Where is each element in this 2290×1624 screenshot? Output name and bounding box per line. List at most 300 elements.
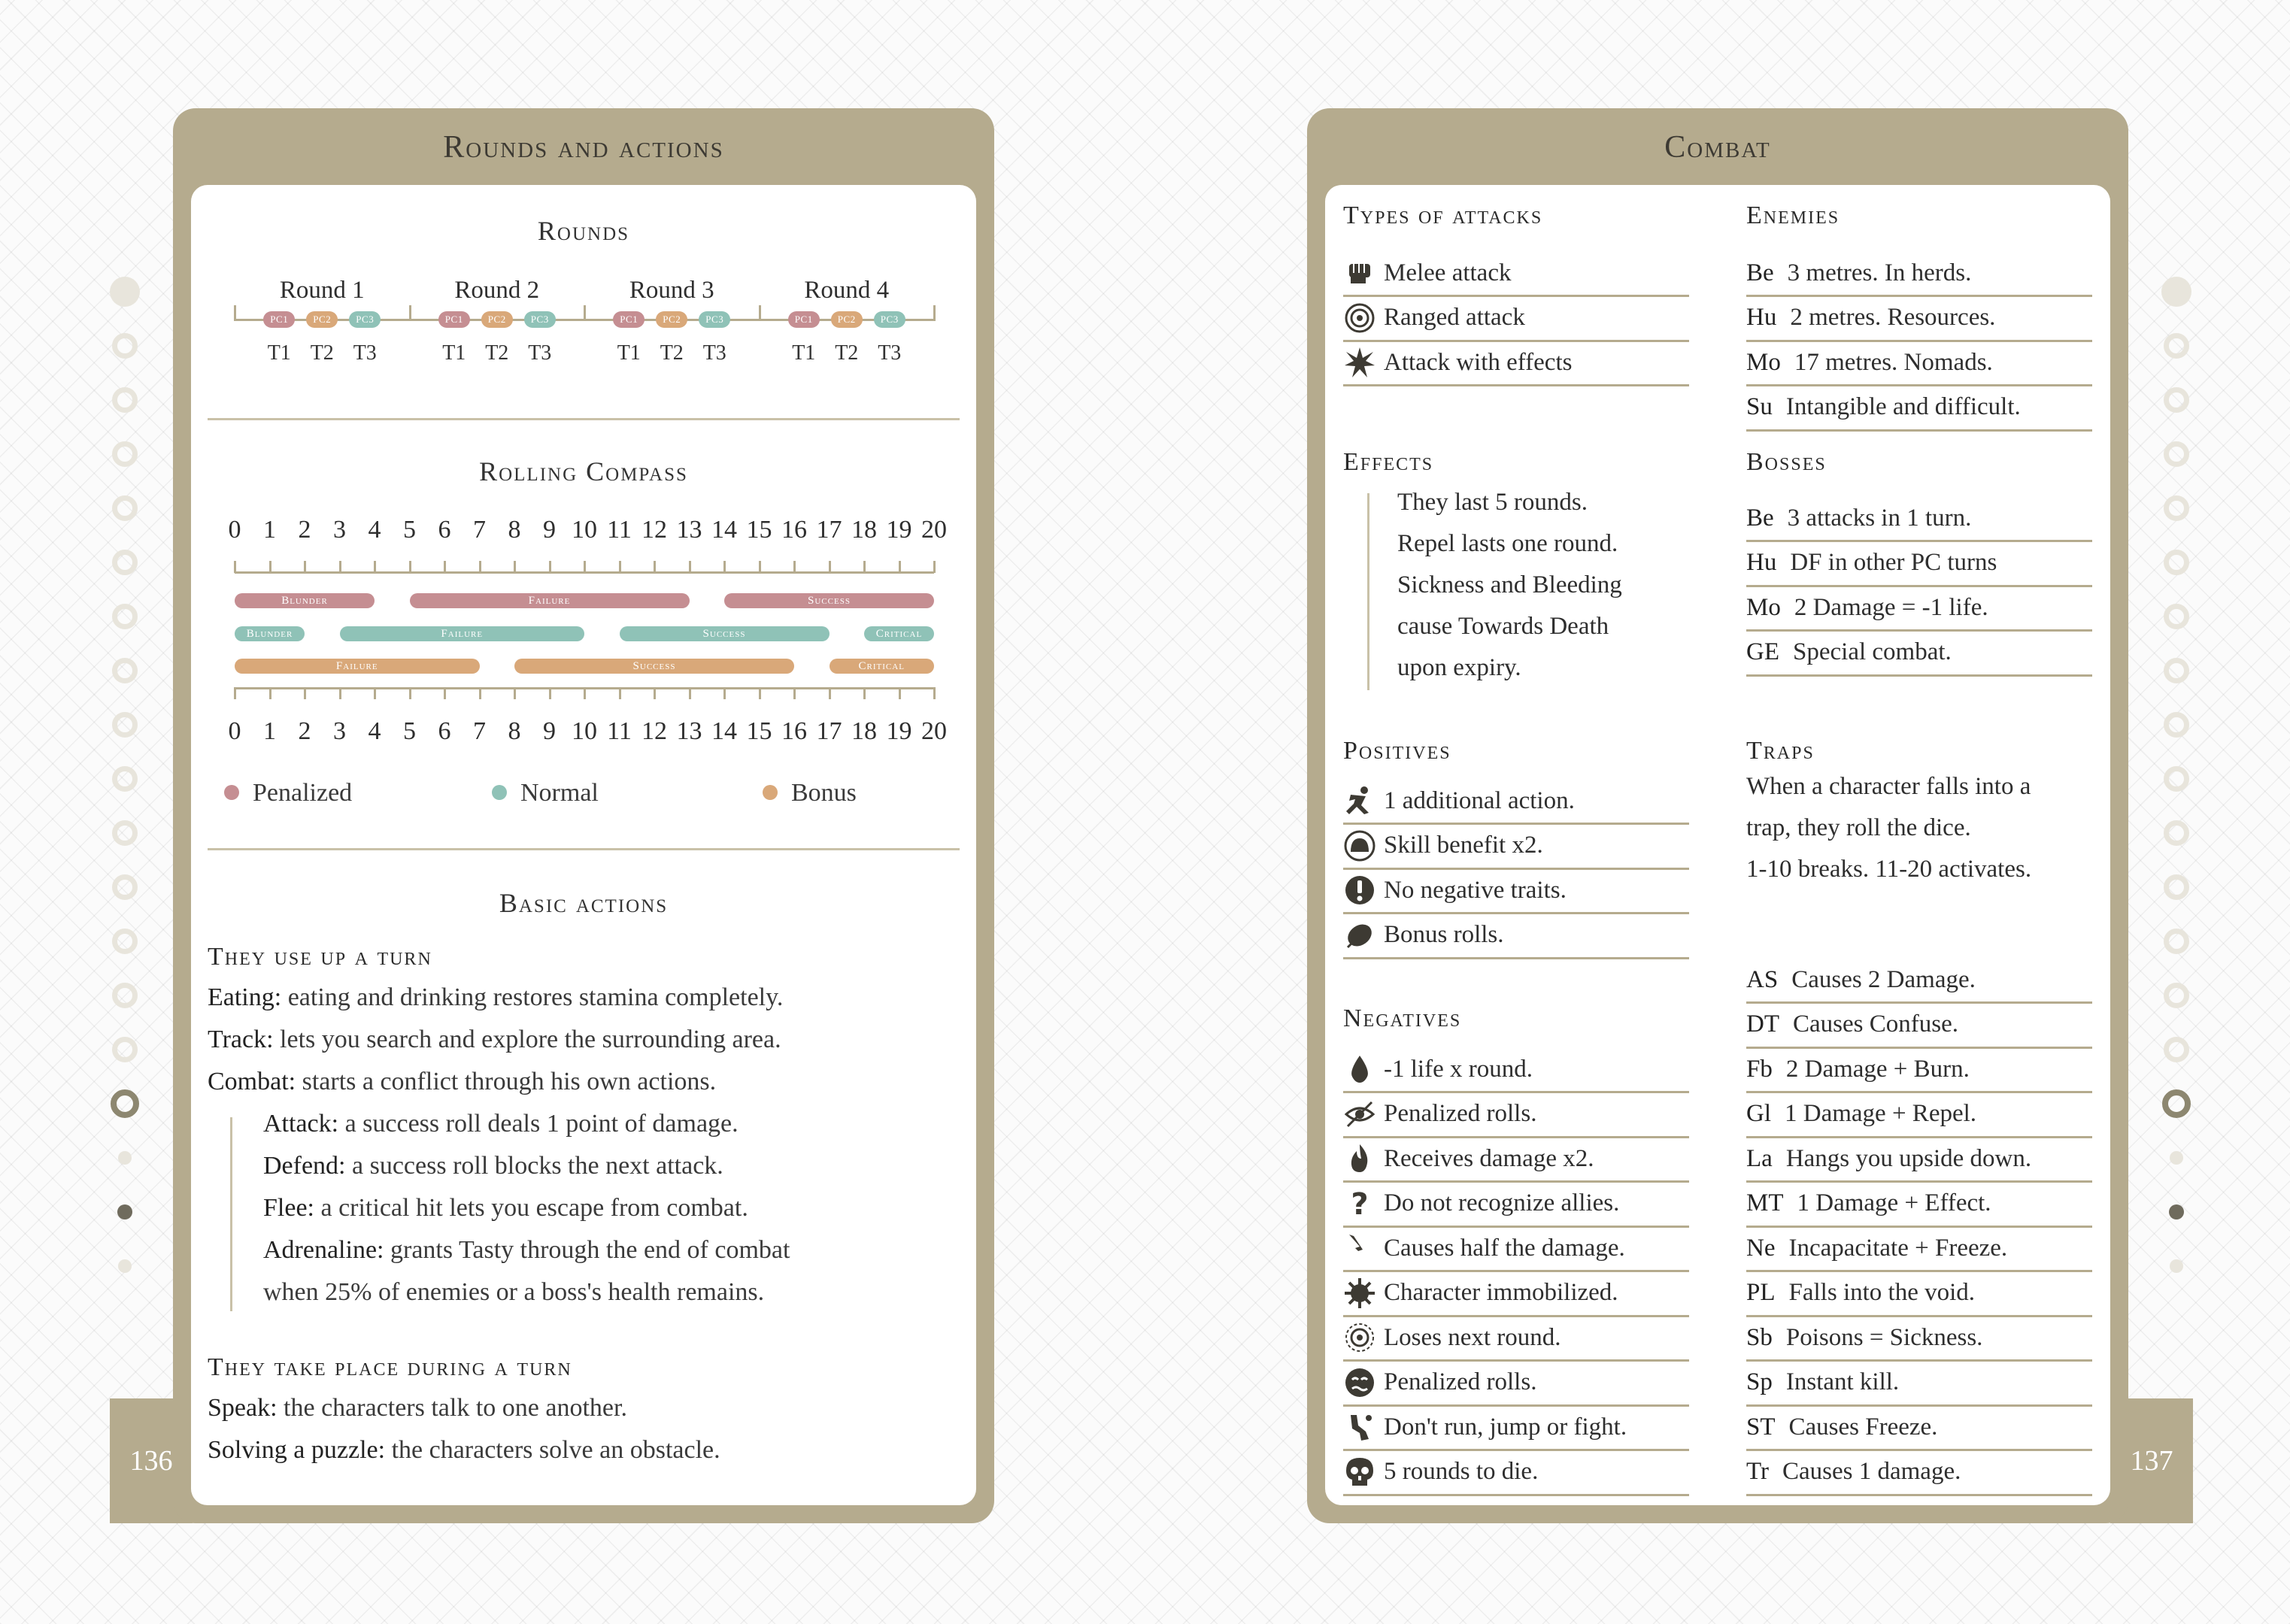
scale-number-top: 13 (676, 516, 702, 544)
action-line (263, 1236, 790, 1265)
row-text: Do not recognize allies. (1384, 1189, 1620, 1216)
binder-dot (118, 1259, 132, 1273)
row-text: -1 life x round. (1384, 1055, 1533, 1083)
action-term: Solving a puzzle: (208, 1436, 386, 1464)
row-text: Causes 1 damage. (1782, 1458, 1961, 1485)
row-text: Special combat. (1793, 638, 1952, 665)
row-text: Hangs you upside down. (1785, 1144, 2032, 1172)
question-icon (1343, 1187, 1376, 1220)
round-label: Round 1 (279, 277, 365, 304)
scale-number-bottom: 0 (228, 717, 241, 745)
turn-label: T1 (792, 341, 816, 365)
row-text: 1 Damage + Effect. (1797, 1189, 1991, 1216)
basic-actions-title: Basic actions (499, 888, 669, 918)
binder-dot (2164, 441, 2189, 467)
action-line (208, 983, 783, 1012)
row-text: 3 attacks in 1 turn. (1787, 504, 1972, 532)
scale-number-bottom: 18 (851, 717, 877, 745)
legend-label: Normal (520, 779, 599, 807)
list-row (1746, 1316, 2092, 1362)
action-text: a critical hit lets you escape from combat. (314, 1194, 748, 1222)
scale-number-top: 16 (781, 516, 807, 544)
compass-legend (191, 185, 976, 937)
list-row (1343, 1226, 1689, 1272)
action-text: the characters solve an obstacle. (385, 1436, 720, 1464)
turn-label: T3 (353, 341, 377, 365)
action-line (208, 1068, 716, 1096)
current-page-dot (2162, 1089, 2191, 1118)
scale-number-top: 19 (886, 516, 912, 544)
scale-number-bottom: 15 (746, 717, 772, 745)
binder-dot (112, 1037, 138, 1062)
legend-label: Penalized (253, 779, 353, 807)
use-turn-title: They use up a turn (208, 943, 432, 971)
list-row (1746, 496, 2092, 542)
spiral-icon (1343, 1321, 1376, 1354)
blood-drop-icon (1343, 1053, 1376, 1086)
list-row (1746, 1226, 2092, 1272)
action-line (263, 1110, 739, 1138)
running-icon (1343, 784, 1376, 817)
turn-label: T3 (878, 341, 902, 365)
binder-dot (112, 550, 138, 575)
row-abbr: Mo (1746, 348, 1781, 376)
clover-icon (1343, 919, 1376, 952)
binder-dot (112, 387, 138, 413)
legend-dot (763, 785, 778, 800)
negatives-title: Negatives (1343, 1004, 1462, 1032)
row-text: Attack with effects (1384, 348, 1573, 376)
scale-number-top: 12 (642, 516, 667, 544)
row-text: Causes half the damage. (1384, 1234, 1625, 1262)
turn-label: T3 (528, 341, 552, 365)
traps-line: trap, they roll the dice. (1746, 814, 1971, 841)
scale-number-bottom: 12 (642, 717, 667, 745)
list-row (1343, 868, 1689, 914)
binder-dot (112, 712, 138, 738)
turn-label: T1 (617, 341, 641, 365)
row-text: 2 metres. Resources. (1790, 304, 1996, 331)
binder-dot (2169, 1204, 2184, 1220)
scale-number-bottom: 2 (298, 717, 311, 745)
binder-dot (2161, 277, 2191, 307)
list-row (1343, 914, 1689, 959)
list-row (1746, 586, 2092, 632)
list-row (1746, 631, 2092, 677)
legend-item (763, 779, 857, 807)
round-label: Round 3 (629, 277, 714, 304)
indent-rule (1367, 493, 1369, 690)
row-text: Melee attack (1384, 259, 1512, 286)
turn-label: T2 (660, 341, 684, 365)
binder-dot (2164, 1037, 2189, 1062)
row-text: Skill benefit x2. (1384, 832, 1543, 859)
action-line (208, 1436, 720, 1465)
compass-band-penalized: Success (724, 593, 934, 608)
pc-badge: PC2 (831, 311, 863, 328)
row-abbr: DT (1746, 1010, 1779, 1038)
scale-number-top: 18 (851, 516, 877, 544)
row-text: Causes Confuse. (1793, 1010, 1958, 1038)
action-line (263, 1152, 723, 1180)
compass-title: Rolling Compass (479, 456, 688, 486)
crossed-eye-icon (1343, 1098, 1376, 1131)
scale-number-bottom: 4 (368, 717, 381, 745)
row-abbr: Tr (1746, 1458, 1769, 1485)
scale-number-bottom: 6 (438, 717, 451, 745)
binder-dot (112, 874, 138, 900)
traps-title: Traps (1746, 737, 1815, 765)
scale-number-bottom: 14 (711, 717, 737, 745)
effects-title: Effects (1343, 448, 1434, 476)
list-row (1746, 341, 2092, 386)
list-row (1746, 251, 2092, 297)
target-icon (1343, 301, 1376, 335)
turn-label: T2 (485, 341, 509, 365)
row-text: 3 metres. In herds. (1787, 259, 1972, 286)
row-text: 1 Damage + Repel. (1785, 1100, 1977, 1127)
fist-icon (1343, 256, 1376, 289)
scale-number-bottom: 20 (921, 717, 947, 745)
scale-number-bottom: 1 (263, 717, 276, 745)
during-turn-title: They take place during a turn (208, 1353, 572, 1381)
row-text: Don't run, jump or fight. (1384, 1413, 1627, 1441)
list-row (1746, 1450, 2092, 1496)
list-row (1343, 251, 1689, 297)
action-line (263, 1194, 748, 1223)
scale-number-bottom: 8 (508, 717, 521, 745)
bosses-title: Bosses (1746, 448, 1827, 476)
legend-item (492, 779, 599, 807)
binder-dot (2164, 983, 2189, 1008)
list-row (1343, 1405, 1689, 1451)
compass-band-penalized: Failure (410, 593, 690, 608)
row-text: Causes Freeze. (1788, 1413, 1938, 1441)
binder-dot (112, 604, 138, 629)
flame-icon (1343, 1142, 1376, 1175)
snowflake-icon (1343, 1277, 1376, 1310)
traps-line: 1-10 breaks. 11-20 activates. (1746, 856, 2032, 883)
positives-title: Positives (1343, 737, 1451, 765)
pc-badge: PC1 (788, 311, 820, 328)
list-row (1343, 779, 1689, 825)
row-text: Instant kill. (1785, 1368, 1900, 1395)
row-text: Receives damage x2. (1384, 1144, 1594, 1172)
row-abbr: Be (1746, 259, 1774, 286)
list-row (1746, 296, 2092, 342)
row-text: Penalized rolls. (1384, 1368, 1537, 1395)
list-row (1746, 958, 2092, 1004)
scale-number-top: 10 (572, 516, 597, 544)
compass-band-penalized: Blunder (235, 593, 375, 608)
binder-dot (110, 277, 140, 307)
row-text: Ranged attack (1384, 304, 1525, 331)
action-text: when 25% of enemies or a boss's health remains. (263, 1278, 765, 1306)
binder-dot (112, 441, 138, 467)
indent-rule (230, 1117, 232, 1311)
skull-icon (1343, 1456, 1376, 1489)
list-row (1343, 1137, 1689, 1183)
action-text: a success roll deals 1 point of damage. (338, 1110, 739, 1138)
scale-number-top: 1 (263, 516, 276, 544)
list-row (1343, 1092, 1689, 1138)
list-row (1343, 1047, 1689, 1093)
scale-number-top: 2 (298, 516, 311, 544)
scale-number-top: 17 (816, 516, 842, 544)
row-abbr: Sb (1746, 1323, 1773, 1351)
row-abbr: MT (1746, 1189, 1784, 1216)
enemies-title: Enemies (1746, 201, 1840, 229)
row-text: 1 additional action. (1384, 786, 1575, 814)
row-abbr: GE (1746, 638, 1779, 665)
exclamation-icon (1343, 874, 1376, 907)
page-title: Combat (1664, 130, 1771, 165)
binder-dot (112, 929, 138, 954)
pc-badge: PC2 (306, 311, 338, 328)
row-abbr: Sp (1746, 1368, 1773, 1395)
action-text: eating and drinking restores stamina completely. (281, 983, 784, 1011)
list-row (1343, 1316, 1689, 1362)
row-text: Incapacitate + Freeze. (1788, 1234, 2008, 1262)
binder-dot (117, 1204, 132, 1220)
scale-number-bottom: 16 (781, 717, 807, 745)
current-page-dot (111, 1089, 139, 1118)
sick-face-icon (1343, 1366, 1376, 1399)
legend-label: Bonus (791, 779, 857, 807)
binder-dot (2164, 387, 2189, 413)
list-row (1746, 1047, 2092, 1093)
scale-number-top: 9 (543, 516, 556, 544)
row-abbr: Mo (1746, 593, 1781, 621)
turn-label: T3 (702, 341, 726, 365)
compass-band-bonus: Critical (830, 659, 935, 674)
legend-dot (224, 785, 239, 800)
scale-number-top: 7 (473, 516, 486, 544)
compass-band-normal: Success (620, 626, 830, 641)
action-term: Adrenaline: (263, 1236, 384, 1264)
turn-label: T2 (835, 341, 859, 365)
row-abbr: Gl (1746, 1100, 1771, 1127)
scale-number-top: 6 (438, 516, 451, 544)
row-abbr: Su (1746, 393, 1773, 420)
row-text: Penalized rolls. (1384, 1100, 1537, 1127)
pc-badge: PC3 (349, 311, 381, 328)
effects-line: Repel lasts one round. (1397, 530, 1618, 557)
row-text: Character immobilized. (1384, 1279, 1618, 1306)
round-label: Round 4 (804, 277, 890, 304)
row-text: 5 rounds to die. (1384, 1458, 1539, 1485)
effects-line: They last 5 rounds. (1397, 489, 1588, 516)
scale-number-bottom: 7 (473, 717, 486, 745)
list-row (1343, 341, 1689, 386)
binder-dot (2170, 1259, 2183, 1273)
action-line (208, 1026, 781, 1054)
scale-number-top: 0 (228, 516, 241, 544)
scale-number-bottom: 11 (607, 717, 632, 745)
broken-leg-icon (1343, 1410, 1376, 1444)
list-row (1746, 386, 2092, 432)
scale-number-bottom: 9 (543, 717, 556, 745)
binder-dot (2164, 712, 2189, 738)
pc-badge: PC2 (656, 311, 687, 328)
row-abbr: Hu (1746, 304, 1777, 331)
legend-dot (492, 785, 507, 800)
list-row (1746, 1271, 2092, 1317)
scale-number-top: 14 (711, 516, 737, 544)
list-row (1746, 541, 2092, 587)
scale-number-top: 20 (921, 516, 947, 544)
row-abbr: ST (1746, 1413, 1776, 1441)
pc-badge: PC1 (438, 311, 470, 328)
scale-number-top: 5 (403, 516, 416, 544)
svg-text:?: ? (1351, 1186, 1369, 1220)
row-abbr: Hu (1746, 549, 1777, 576)
lightning-icon (1343, 1232, 1376, 1265)
scale-number-top: 11 (607, 516, 632, 544)
pc-badge: PC3 (699, 311, 730, 328)
scale-number-bottom: 3 (333, 717, 346, 745)
page-number-left: 136 (110, 1398, 193, 1523)
pc-badge: PC3 (874, 311, 905, 328)
scale-number-top: 15 (746, 516, 772, 544)
effects-line: cause Towards Death (1397, 613, 1609, 640)
compass-band-bonus: Failure (235, 659, 480, 674)
page-title: Rounds and actions (443, 130, 724, 165)
action-term: Flee: (263, 1194, 314, 1222)
row-abbr: AS (1746, 965, 1779, 993)
binder-dot (2164, 333, 2189, 359)
list-row (1343, 1271, 1689, 1317)
list-row (1343, 1182, 1689, 1228)
left-page (173, 108, 994, 1523)
binder-dot (112, 983, 138, 1008)
list-row (1343, 296, 1689, 342)
compass-band-bonus: Success (514, 659, 794, 674)
row-abbr: Ne (1746, 1234, 1776, 1262)
scale-number-top: 4 (368, 516, 381, 544)
burst-icon (1343, 346, 1376, 379)
action-text: starts a conflict through his own actions. (296, 1068, 717, 1095)
binder-dot (2164, 604, 2189, 629)
row-text: Intangible and difficult. (1785, 393, 2021, 420)
binder-dot (2164, 929, 2189, 954)
list-row (1343, 1450, 1689, 1496)
binder-dot (2164, 658, 2189, 683)
row-text: Falls into the void. (1788, 1279, 1976, 1306)
row-text: DF in other PC turns (1790, 549, 1997, 576)
pc-badge: PC1 (263, 311, 295, 328)
list-row (1343, 1361, 1689, 1407)
list-row (1746, 1092, 2092, 1138)
pc-badge: PC2 (481, 311, 513, 328)
action-line (263, 1278, 764, 1307)
action-text: lets you search and explore the surrounding area. (273, 1026, 781, 1053)
right-panel (1325, 185, 2110, 1505)
turn-label: T1 (442, 341, 466, 365)
compass-band-normal: Blunder (235, 626, 305, 641)
page-number-right: 137 (2110, 1398, 2193, 1523)
traps-line: When a character falls into a (1746, 773, 2031, 800)
action-term: Attack: (263, 1110, 339, 1138)
types-of-attacks-title: Types of attacks (1343, 201, 1543, 229)
binder-dot (112, 820, 138, 846)
divider (208, 848, 960, 850)
action-term: Eating: (208, 983, 282, 1011)
row-abbr: La (1746, 1144, 1773, 1172)
binder-dot (2164, 550, 2189, 575)
row-text: 2 Damage + Burn. (1785, 1055, 1970, 1083)
pc-badge: PC1 (613, 311, 645, 328)
list-row (1343, 824, 1689, 870)
scale-number-top: 3 (333, 516, 346, 544)
turn-label: T2 (310, 341, 334, 365)
pc-badge: PC3 (524, 311, 556, 328)
binder-dot (112, 333, 138, 359)
list-row (1746, 1003, 2092, 1049)
row-text: 17 metres. Nomads. (1794, 348, 1993, 376)
scale-number-bottom: 10 (572, 717, 597, 745)
right-page (1307, 108, 2128, 1523)
row-abbr: PL (1746, 1279, 1776, 1306)
row-text: Loses next round. (1384, 1323, 1561, 1351)
action-term: Combat: (208, 1068, 296, 1095)
row-text: Poisons = Sickness. (1785, 1323, 1983, 1351)
compass-band-normal: Failure (340, 626, 585, 641)
action-text: grants Tasty through the end of combat (384, 1236, 790, 1264)
binder-dot (2164, 495, 2189, 521)
action-term: Speak: (208, 1394, 278, 1422)
row-text: Causes 2 Damage. (1791, 965, 1976, 993)
turn-label: T1 (267, 341, 291, 365)
binder-dot (2164, 766, 2189, 792)
list-row (1746, 1405, 2092, 1451)
action-text: the characters talk to one another. (277, 1394, 627, 1422)
round-label: Round 2 (454, 277, 540, 304)
legend-item (224, 779, 352, 807)
binder-dot (2170, 1151, 2183, 1165)
effects-line: Sickness and Bleeding (1397, 571, 1622, 598)
binder-dot (2164, 820, 2189, 846)
binder-dot (2164, 874, 2189, 900)
row-text: 2 Damage = -1 life. (1794, 593, 1988, 621)
compass-band-normal: Critical (864, 626, 934, 641)
helmet-icon (1343, 829, 1376, 862)
row-abbr: Fb (1746, 1055, 1773, 1083)
scale-number-top: 8 (508, 516, 521, 544)
scale-number-bottom: 17 (816, 717, 842, 745)
left-panel (191, 185, 976, 1505)
row-abbr: Be (1746, 504, 1774, 532)
action-term: Track: (208, 1026, 274, 1053)
scale-number-bottom: 19 (886, 717, 912, 745)
list-row (1746, 1137, 2092, 1183)
binder-dot (112, 658, 138, 683)
action-term: Defend: (263, 1152, 346, 1180)
action-line (208, 1394, 627, 1423)
row-text: Bonus rolls. (1384, 921, 1504, 948)
list-row (1746, 1361, 2092, 1407)
action-text: a success roll blocks the next attack. (345, 1152, 723, 1180)
scale-number-bottom: 13 (676, 717, 702, 745)
binder-dot (118, 1151, 132, 1165)
binder-dot (112, 766, 138, 792)
scale-number-bottom: 5 (403, 717, 416, 745)
list-row (1746, 1182, 2092, 1228)
binder-dot (112, 495, 138, 521)
row-text: No negative traits. (1384, 876, 1567, 904)
effects-line: upon expiry. (1397, 654, 1521, 681)
rounds-title: Rounds (537, 216, 630, 246)
